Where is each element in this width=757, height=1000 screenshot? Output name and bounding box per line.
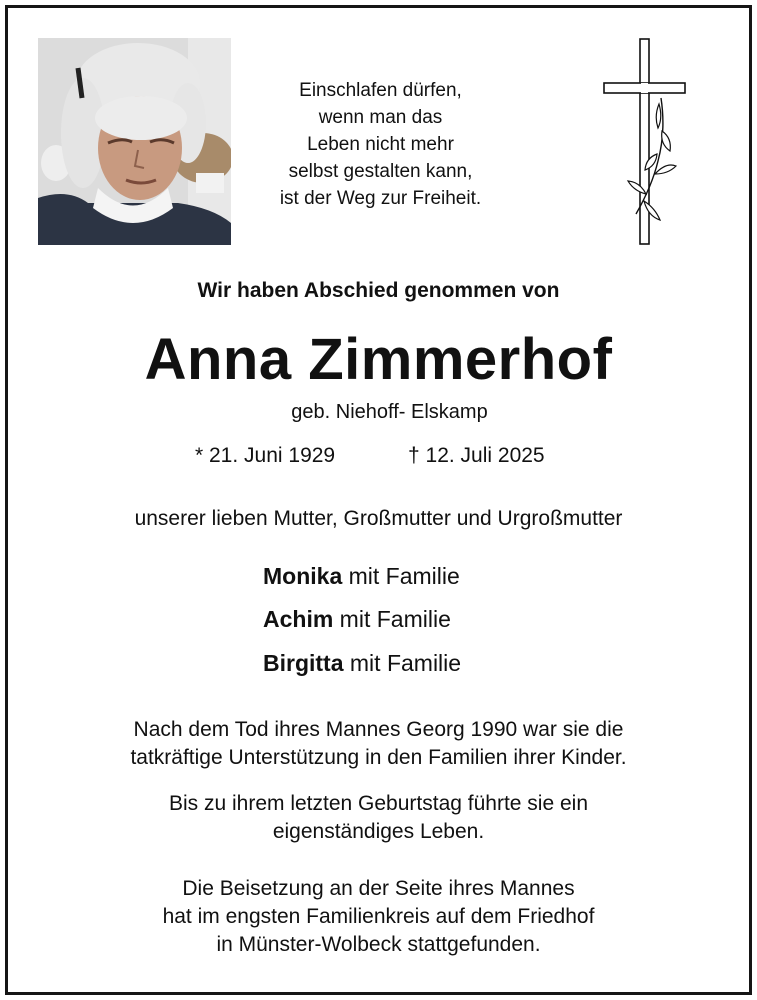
- portrait-photo: [38, 38, 231, 245]
- cross-with-branch-icon: [600, 36, 690, 248]
- paragraph-line: eigenständiges Leben.: [272, 820, 485, 843]
- deceased-name: Anna Zimmerhof: [144, 327, 613, 392]
- portrait-illustration: [38, 38, 231, 245]
- family-member-name: Monika: [263, 563, 343, 589]
- intro-text: Wir haben Abschied genommen von: [197, 279, 560, 302]
- paragraph-line: in Münster-Wolbeck stattgefunden.: [216, 933, 541, 956]
- maiden-name: geb. Niehoff- Elskamp: [291, 401, 488, 423]
- poem-line: wenn man das: [318, 107, 443, 128]
- family-entry: [263, 650, 461, 677]
- paragraph-line: Nach dem Tod ihres Mannes Georg 1990 war sie die: [133, 718, 624, 741]
- biography-paragraph: [0, 716, 757, 772]
- paragraph-line: Bis zu ihrem letzten Geburtstag führte sie ein: [168, 792, 589, 815]
- family-suffix: mit Familie: [343, 650, 462, 676]
- family-member-name: Birgitta: [263, 650, 344, 676]
- death-date: † 12. Juli 2025: [408, 444, 545, 467]
- family-member-name: Achim: [263, 606, 334, 632]
- family-suffix: mit Familie: [333, 606, 451, 632]
- family-entry: [263, 563, 460, 590]
- birth-date: * 21. Juni 1929: [195, 444, 336, 467]
- family-entry: [263, 606, 451, 633]
- poem-line: ist der Weg zur Freiheit.: [279, 188, 482, 209]
- poem-line: Leben nicht mehr: [307, 134, 454, 155]
- biography-paragraph: [0, 790, 757, 846]
- paragraph-line: hat im engsten Familienkreis auf dem Friedhof: [162, 905, 595, 928]
- poem: [248, 77, 513, 212]
- relation-text: unserer lieben Mutter, Großmutter und Urgroßmutter: [134, 507, 623, 530]
- poem-line: Einschlafen dürfen,: [299, 80, 462, 101]
- poem-line: selbst gestalten kann,: [288, 161, 473, 182]
- paragraph-line: tatkräftige Unterstützung in den Familien ihrer Kinder.: [130, 746, 627, 769]
- paragraph-line: Die Beisetzung an der Seite ihres Mannes: [182, 877, 575, 900]
- family-suffix: mit Familie: [342, 563, 460, 589]
- burial-paragraph: [0, 875, 757, 959]
